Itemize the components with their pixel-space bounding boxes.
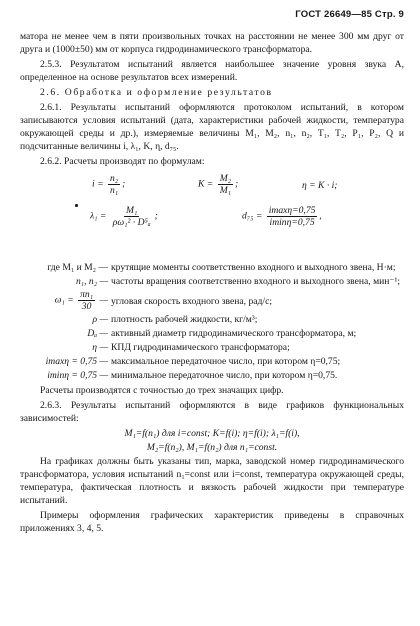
dependencies-line-1: M₁=f(n₁) для i=const; K=f(i); η=f(i); λ₁=f(i), bbox=[124, 428, 300, 439]
definition-da: Dₐ — активный диаметр гидродинамического трансформатора, м; bbox=[87, 328, 357, 339]
formula-lambda: λ₁ = $\frac{\text{M₁}}{\text{ρω₁² · D⁵ₐ}}$ ; bbox=[90, 205, 158, 228]
paragraph-2-6-2: 2.6.2. Расчеты производят по формулам: bbox=[40, 156, 205, 167]
paragraph-2-5-3: 2.5.3. Результатом испытаний является наибольшее значение уровня звука A, определенное на основе результатов всех измерений. bbox=[20, 59, 404, 83]
formula-i-numerator: n₂ bbox=[109, 173, 119, 184]
formula-k: K = $\frac{\text{M₂}}{\text{M₁}}$ ; bbox=[198, 173, 239, 196]
definition-imax: imaxη = 0,75 — максимальное передаточное число, при котором η=0,75; bbox=[45, 356, 341, 367]
formula-k-numerator: M₂ bbox=[219, 173, 232, 184]
document-body bbox=[20, 30, 404, 537]
paragraph-examples: Примеры оформления графических характеристик приведены в справочных приложениях 3, 4, 5. bbox=[20, 510, 404, 534]
formula-d75-denominator: iminη=0,75 bbox=[269, 217, 315, 228]
formula-i-denominator: n₁ bbox=[109, 185, 119, 196]
formula-lambda-numerator: M₁ bbox=[126, 205, 138, 216]
paragraph-2-6-1: 2.6.1. Результаты испытаний оформляются протоколом испытаний, в котором записываются условия испытаний (дата, характеристики рабочей жидкости, температура окружающей среды и др.), измеряемые величины M₁, M₂, n₁, n₂, T₁, T₂, P₁, P₂, Q и подсчитанные величины i, λ₁, K, η, d₇₅. bbox=[20, 102, 404, 152]
formula-k-denominator: M₁ bbox=[219, 185, 232, 196]
paragraph-precision: Расчеты производятся с точностью до трех значащих цифр. bbox=[40, 385, 284, 396]
definition-rho: ρ — плотность рабочей жидкости, кг/м³; bbox=[92, 314, 258, 325]
paragraph-2-6-3: 2.6.3. Результаты испытаний оформляются в виде графиков функциональных зависимостей: bbox=[20, 400, 404, 424]
formula-i: i = $\frac{\text{n₂}}{\text{n₁}}$ ; bbox=[92, 173, 126, 196]
formula-lambda-denominator: ρω₁² · D⁵ₐ bbox=[112, 217, 151, 228]
formula-d75-numerator: imaxη=0,75 bbox=[268, 205, 316, 216]
paragraph-continuation: матора не менее чем в пяти произвольных точках на расстоянии не менее 300 мм друг от друга и (1000±50) мм от корпуса гидродинамического трансформатора. bbox=[20, 31, 404, 55]
formula-d75: d₇₅ = $\frac{imax\eta=0,75}{imin\eta=0,75}$ , bbox=[242, 205, 322, 228]
paragraph-graph-requirements: На графиках должны быть указаны тип, марка, заводской номер гидродинамического трансформатора, условия испытаний n₁=const или i=const, температура окружающей среды, температура, фактическая плотность и вязкость рабочей жидкости при температуре испытаний. bbox=[20, 456, 404, 506]
definition-omega: ω₁ = $\frac{\text{πn₁}}{30}$ — угловая скорость входного звена, рад/с; bbox=[54, 289, 273, 312]
definition-m1-m2: где M₁ и M₂ — крутящие моменты соответственно входного и выходного звена, Н·м; bbox=[47, 262, 396, 273]
scan-speck bbox=[75, 204, 78, 207]
definitions-list bbox=[20, 261, 404, 382]
formula-eta: η = K · i; bbox=[302, 180, 338, 191]
dependencies-line-2: M₂=f(n₂), M₁=f(n₂) для n₁=const. bbox=[146, 442, 278, 453]
page-header: ГОСТ 26649—85 Стр. 9 bbox=[295, 9, 404, 20]
section-title-2-6: 2.6. Обработка и оформление результатов bbox=[40, 87, 273, 98]
definition-eta: η — КПД гидродинамического трансформатора; bbox=[92, 342, 290, 353]
definition-n1-n2: n₁, n₂ — частоты вращения соответственно входного и выходного звена, мин⁻¹; bbox=[76, 276, 401, 287]
definition-imin: iminη = 0,75 — минимальное передаточное число, при котором η=0,75. bbox=[47, 370, 338, 381]
formula-block bbox=[20, 171, 404, 259]
